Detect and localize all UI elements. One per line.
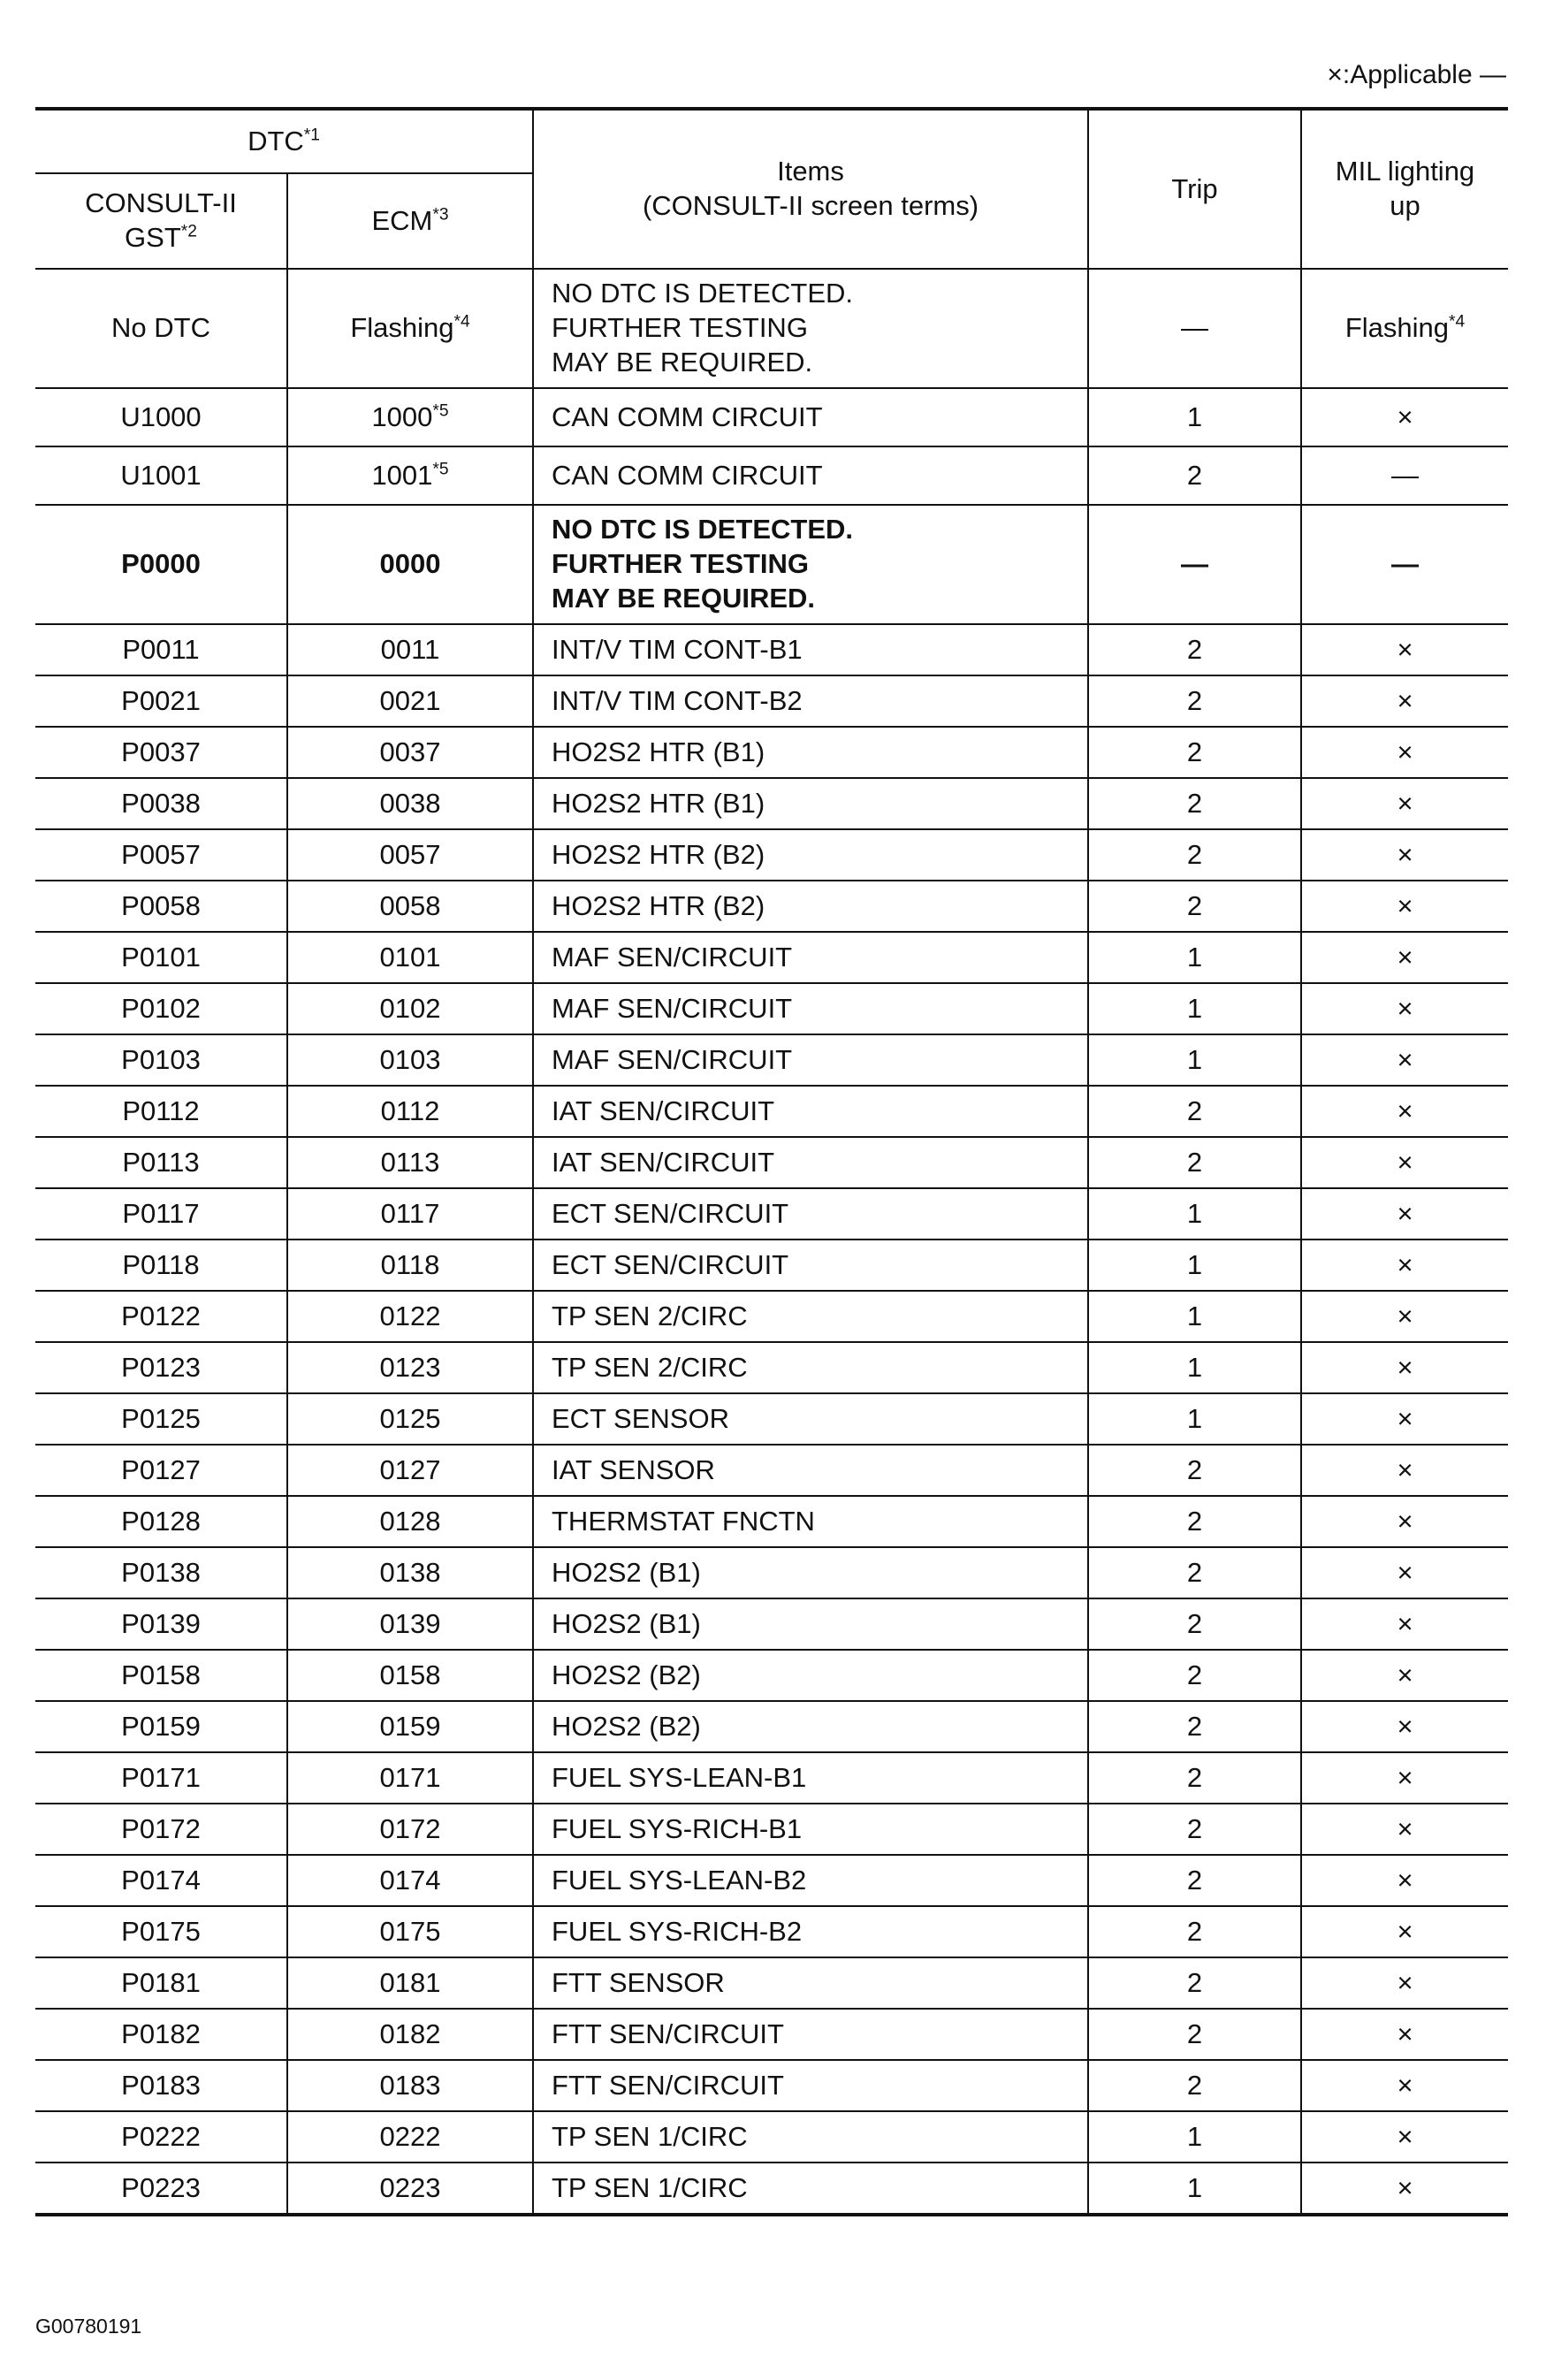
cell-consult: P0101: [35, 932, 287, 983]
cell-consult: P0128: [35, 1496, 287, 1547]
cell-trip: 1: [1088, 1034, 1301, 1086]
cell-item: INT/V TIM CONT-B1: [533, 624, 1088, 675]
header-items: [533, 109, 1088, 269]
cell-item: HO2S2 (B2): [533, 1650, 1088, 1701]
cell-ecm: 0181: [287, 1957, 533, 2009]
header-items-label: Items (CONSULT-II screen terms): [642, 156, 979, 221]
cell-consult: U1000: [35, 388, 287, 446]
cell-mil: ×: [1301, 624, 1508, 675]
cell-consult: No DTC: [35, 269, 287, 388]
cell-consult: P0058: [35, 881, 287, 932]
cell-mil: ×: [1301, 1188, 1508, 1240]
cell-mil: ×: [1301, 778, 1508, 829]
cell-mil: ×: [1301, 1957, 1508, 2009]
cell-trip: 2: [1088, 446, 1301, 505]
cell-mil: ×: [1301, 1752, 1508, 1804]
cell-consult: P0172: [35, 1804, 287, 1855]
table-row: [35, 1496, 1508, 1547]
cell-mil: ×: [1301, 2060, 1508, 2111]
table-row: [35, 2060, 1508, 2111]
table-row-no-dtc: [35, 269, 1508, 388]
header-trip: [1088, 109, 1301, 269]
cell-trip: 1: [1088, 932, 1301, 983]
cell-consult: P0127: [35, 1445, 287, 1496]
header-consult-label: CONSULT-II GST: [85, 187, 237, 253]
cell-consult: P0123: [35, 1342, 287, 1393]
table-row-p0000: [35, 505, 1508, 624]
cell-mil: ×: [1301, 2111, 1508, 2163]
cell-mil: ×: [1301, 983, 1508, 1034]
cell-ecm: 0038: [287, 778, 533, 829]
cell-item: FTT SENSOR: [533, 1957, 1088, 2009]
table-row: [35, 829, 1508, 881]
cell-ecm: 0175: [287, 1906, 533, 1957]
cell-trip: 2: [1088, 1547, 1301, 1598]
cell-ecm: 0011: [287, 624, 533, 675]
dtc-table: [35, 107, 1508, 2216]
cell-mil: ×: [1301, 1137, 1508, 1188]
cell-trip: 1: [1088, 1342, 1301, 1393]
cell-ecm: 0021: [287, 675, 533, 727]
header-ecm-note: *3: [432, 205, 449, 225]
cell-mil: ×: [1301, 1240, 1508, 1291]
cell-item: HO2S2 (B1): [533, 1547, 1088, 1598]
cell-item: IAT SEN/CIRCUIT: [533, 1086, 1088, 1137]
cell-ecm: 0123: [287, 1342, 533, 1393]
cell-ecm: 0182: [287, 2009, 533, 2060]
cell-trip: 2: [1088, 1496, 1301, 1547]
cell-trip: 2: [1088, 1650, 1301, 1701]
table-row: [35, 1034, 1508, 1086]
cell-item: FUEL SYS-LEAN-B1: [533, 1752, 1088, 1804]
cell-trip: 2: [1088, 2060, 1301, 2111]
table-row: [35, 2009, 1508, 2060]
cell-item: FUEL SYS-RICH-B2: [533, 1906, 1088, 1957]
cell-item: INT/V TIM CONT-B2: [533, 675, 1088, 727]
cell-consult: P0138: [35, 1547, 287, 1598]
header-mil-label: MIL lighting up: [1335, 156, 1475, 221]
cell-item: HO2S2 HTR (B1): [533, 727, 1088, 778]
cell-mil: —: [1301, 505, 1508, 624]
cell-item: HO2S2 HTR (B2): [533, 881, 1088, 932]
cell-ecm: 0128: [287, 1496, 533, 1547]
cell-trip: 1: [1088, 2111, 1301, 2163]
cell-trip: 2: [1088, 727, 1301, 778]
table-row: [35, 2111, 1508, 2163]
cell-consult: P0000: [35, 505, 287, 624]
cell-trip: 2: [1088, 1957, 1301, 2009]
cell-trip: 2: [1088, 624, 1301, 675]
cell-mil: ×: [1301, 675, 1508, 727]
cell-ecm: 0183: [287, 2060, 533, 2111]
cell-consult: P0011: [35, 624, 287, 675]
dtc-table-body: [35, 109, 1508, 2215]
cell-trip: 2: [1088, 1906, 1301, 1957]
cell-trip: 2: [1088, 1855, 1301, 1906]
table-row: [35, 1957, 1508, 2009]
cell-mil: ×: [1301, 829, 1508, 881]
cell-consult: P0021: [35, 675, 287, 727]
cell-item: FUEL SYS-RICH-B1: [533, 1804, 1088, 1855]
cell-item: FTT SEN/CIRCUIT: [533, 2060, 1088, 2111]
cell-mil: ×: [1301, 1086, 1508, 1137]
cell-mil: ×: [1301, 1701, 1508, 1752]
cell-trip: 2: [1088, 1752, 1301, 1804]
applicable-legend: ×:Applicable —: [1327, 60, 1506, 89]
cell-trip: 1: [1088, 388, 1301, 446]
cell-consult: P0175: [35, 1906, 287, 1957]
cell-mil: —: [1301, 446, 1508, 505]
cell-item: MAF SEN/CIRCUIT: [533, 1034, 1088, 1086]
table-row: [35, 1188, 1508, 1240]
cell-item: TP SEN 1/CIRC: [533, 2163, 1088, 2215]
table-row: [35, 881, 1508, 932]
cell-mil: ×: [1301, 2163, 1508, 2215]
cell-trip: 2: [1088, 1137, 1301, 1188]
header-ecm-label: ECM: [371, 204, 433, 236]
cell-trip: 2: [1088, 829, 1301, 881]
cell-item: MAF SEN/CIRCUIT: [533, 932, 1088, 983]
cell-trip: 1: [1088, 1188, 1301, 1240]
cell-consult: P0183: [35, 2060, 287, 2111]
cell-ecm: 0000: [287, 505, 533, 624]
header-consult: [35, 173, 287, 269]
cell-trip: 2: [1088, 1445, 1301, 1496]
cell-ecm: 0171: [287, 1752, 533, 1804]
table-row: [35, 624, 1508, 675]
cell-item: HO2S2 (B2): [533, 1701, 1088, 1752]
cell-item: ECT SEN/CIRCUIT: [533, 1188, 1088, 1240]
cell-item-text: NO DTC IS DETECTED. FURTHER TESTING MAY BE REQUIRED.: [552, 514, 854, 614]
table-row: [35, 1342, 1508, 1393]
header-consult-note: *2: [180, 222, 197, 241]
table-row: [35, 1393, 1508, 1445]
cell-mil: ×: [1301, 727, 1508, 778]
cell-consult: P0174: [35, 1855, 287, 1906]
table-row: [35, 2163, 1508, 2215]
cell-trip: —: [1088, 505, 1301, 624]
cell-ecm: 0223: [287, 2163, 533, 2215]
cell-ecm: 0037: [287, 727, 533, 778]
table-row: [35, 1240, 1508, 1291]
cell-consult: P0118: [35, 1240, 287, 1291]
cell-ecm: 0172: [287, 1804, 533, 1855]
cell-consult: P0222: [35, 2111, 287, 2163]
header-dtc: [35, 109, 533, 173]
cell-consult: P0182: [35, 2009, 287, 2060]
cell-ecm: 0139: [287, 1598, 533, 1650]
cell-mil: ×: [1301, 1496, 1508, 1547]
cell-consult: P0112: [35, 1086, 287, 1137]
cell-consult: P0038: [35, 778, 287, 829]
cell-mil: ×: [1301, 1855, 1508, 1906]
cell-mil: ×: [1301, 1034, 1508, 1086]
cell-consult: P0159: [35, 1701, 287, 1752]
cell-ecm: 0158: [287, 1650, 533, 1701]
cell-trip: 2: [1088, 778, 1301, 829]
table-row-u1000: [35, 388, 1508, 446]
cell-item: TP SEN 2/CIRC: [533, 1342, 1088, 1393]
cell-trip: 1: [1088, 1291, 1301, 1342]
header-ecm: [287, 173, 533, 269]
table-row: [35, 932, 1508, 983]
cell-consult: P0158: [35, 1650, 287, 1701]
cell-mil: ×: [1301, 1393, 1508, 1445]
cell-item-text: NO DTC IS DETECTED. FURTHER TESTING MAY BE REQUIRED.: [552, 278, 854, 378]
cell-ecm-note: *4: [453, 312, 470, 332]
cell-mil: ×: [1301, 388, 1508, 446]
cell-ecm: 0057: [287, 829, 533, 881]
cell-ecm: 0112: [287, 1086, 533, 1137]
cell-item: [533, 505, 1088, 624]
table-row: [35, 1650, 1508, 1701]
cell-mil: ×: [1301, 1342, 1508, 1393]
table-row: [35, 1086, 1508, 1137]
cell-item: FUEL SYS-LEAN-B2: [533, 1855, 1088, 1906]
cell-consult: P0171: [35, 1752, 287, 1804]
cell-item: THERMSTAT FNCTN: [533, 1496, 1088, 1547]
cell-ecm: 0174: [287, 1855, 533, 1906]
cell-trip: —: [1088, 269, 1301, 388]
table-row: [35, 675, 1508, 727]
cell-mil: ×: [1301, 1598, 1508, 1650]
cell-consult: P0122: [35, 1291, 287, 1342]
header-mil: [1301, 109, 1508, 269]
cell-consult: P0181: [35, 1957, 287, 2009]
cell-item: IAT SEN/CIRCUIT: [533, 1137, 1088, 1188]
cell-item: FTT SEN/CIRCUIT: [533, 2009, 1088, 2060]
cell-ecm: 0103: [287, 1034, 533, 1086]
header-dtc-note: *1: [303, 126, 320, 145]
cell-mil: ×: [1301, 932, 1508, 983]
cell-trip: 2: [1088, 1086, 1301, 1137]
table-row: [35, 1445, 1508, 1496]
cell-ecm: 0222: [287, 2111, 533, 2163]
cell-item: TP SEN 2/CIRC: [533, 1291, 1088, 1342]
cell-mil: ×: [1301, 1804, 1508, 1855]
cell-item: HO2S2 HTR (B2): [533, 829, 1088, 881]
cell-item: HO2S2 (B1): [533, 1598, 1088, 1650]
cell-ecm: [287, 388, 533, 446]
cell-ecm: 0159: [287, 1701, 533, 1752]
cell-mil: ×: [1301, 1445, 1508, 1496]
cell-item: MAF SEN/CIRCUIT: [533, 983, 1088, 1034]
table-row: [35, 1137, 1508, 1188]
cell-consult: P0102: [35, 983, 287, 1034]
cell-item: CAN COMM CIRCUIT: [533, 446, 1088, 505]
table-row: [35, 1701, 1508, 1752]
figure-id: G00780191: [35, 2315, 142, 2338]
cell-consult: P0103: [35, 1034, 287, 1086]
cell-ecm: 0125: [287, 1393, 533, 1445]
cell-mil: ×: [1301, 1291, 1508, 1342]
table-row: [35, 1906, 1508, 1957]
table-row: [35, 1598, 1508, 1650]
cell-ecm: 0102: [287, 983, 533, 1034]
table-row: [35, 1752, 1508, 1804]
cell-mil: ×: [1301, 2009, 1508, 2060]
cell-consult: P0037: [35, 727, 287, 778]
header-row: [35, 109, 1508, 173]
cell-consult: P0113: [35, 1137, 287, 1188]
cell-item: ECT SENSOR: [533, 1393, 1088, 1445]
cell-consult: P0139: [35, 1598, 287, 1650]
cell-mil: ×: [1301, 1547, 1508, 1598]
cell-item: [533, 269, 1088, 388]
table-row: [35, 1547, 1508, 1598]
cell-consult: P0223: [35, 2163, 287, 2215]
cell-trip: 2: [1088, 2009, 1301, 2060]
cell-trip: 1: [1088, 2163, 1301, 2215]
cell-mil: [1301, 269, 1508, 388]
table-row: [35, 1804, 1508, 1855]
cell-ecm: 0127: [287, 1445, 533, 1496]
cell-ecm: 0122: [287, 1291, 533, 1342]
cell-ecm: 0101: [287, 932, 533, 983]
cell-ecm: 0058: [287, 881, 533, 932]
cell-ecm: 0117: [287, 1188, 533, 1240]
cell-mil: ×: [1301, 1906, 1508, 1957]
cell-ecm-note: *5: [432, 460, 449, 479]
cell-mil-value: Flashing: [1344, 312, 1450, 344]
cell-trip: 1: [1088, 983, 1301, 1034]
cell-item: IAT SENSOR: [533, 1445, 1088, 1496]
cell-item: HO2S2 HTR (B1): [533, 778, 1088, 829]
header-dtc-label: DTC: [248, 125, 304, 156]
cell-trip: 1: [1088, 1393, 1301, 1445]
cell-mil: ×: [1301, 881, 1508, 932]
cell-ecm-value: 1001: [371, 459, 433, 491]
cell-trip: 2: [1088, 1598, 1301, 1650]
cell-mil-note: *4: [1449, 312, 1466, 332]
cell-ecm: [287, 269, 533, 388]
table-row-u1001: [35, 446, 1508, 505]
cell-consult: P0057: [35, 829, 287, 881]
cell-trip: 2: [1088, 1701, 1301, 1752]
cell-ecm: 0138: [287, 1547, 533, 1598]
cell-item: TP SEN 1/CIRC: [533, 2111, 1088, 2163]
table-row: [35, 1855, 1508, 1906]
cell-ecm: [287, 446, 533, 505]
table-row: [35, 778, 1508, 829]
cell-consult: U1001: [35, 446, 287, 505]
cell-trip: 2: [1088, 1804, 1301, 1855]
cell-ecm: 0113: [287, 1137, 533, 1188]
cell-consult: P0117: [35, 1188, 287, 1240]
cell-consult: P0125: [35, 1393, 287, 1445]
cell-mil: ×: [1301, 1650, 1508, 1701]
cell-item: CAN COMM CIRCUIT: [533, 388, 1088, 446]
table-row: [35, 983, 1508, 1034]
cell-ecm-note: *5: [432, 401, 449, 421]
cell-ecm-value: 1000: [371, 400, 433, 432]
cell-trip: 1: [1088, 1240, 1301, 1291]
table-row: [35, 1291, 1508, 1342]
cell-ecm: 0118: [287, 1240, 533, 1291]
cell-trip: 2: [1088, 881, 1301, 932]
table-row: [35, 727, 1508, 778]
cell-ecm-value: Flashing: [350, 312, 454, 344]
header-trip-label: Trip: [1171, 172, 1218, 204]
cell-trip: 2: [1088, 675, 1301, 727]
cell-item: ECT SEN/CIRCUIT: [533, 1240, 1088, 1291]
